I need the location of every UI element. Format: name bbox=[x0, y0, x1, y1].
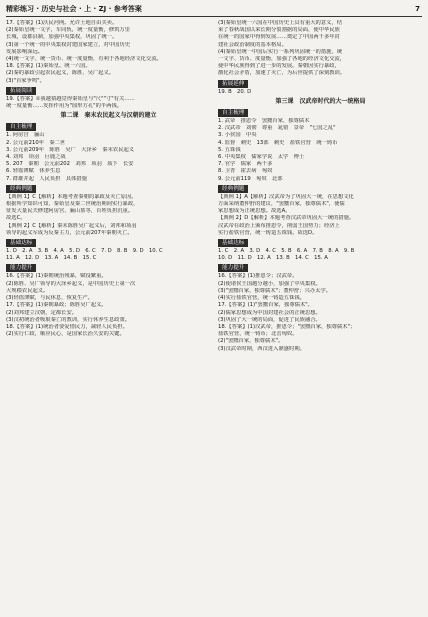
section-heading: 基础达标 bbox=[218, 239, 248, 247]
answer-line: 【典例 2】D【解析】本题考查汉武帝巩固大一统的措施。 bbox=[218, 215, 355, 222]
answer-line: (4)秦始皇统一中国后实行一系列巩固统一的措施，统 bbox=[218, 48, 343, 55]
answer-line: 9. 公元前119 匈奴 北部 bbox=[218, 175, 283, 182]
answer-line: 使中华民族得到了进一步的发展。秦朝因实行暴政， bbox=[218, 63, 340, 70]
answer-line: 【典例 2】C【解析】秦末陈胜吴广起义后，刘邦和项羽 bbox=[6, 222, 137, 229]
answer-line: 领导的起义军成为反秦主力，公元前207年秦朝灭亡。 bbox=[6, 229, 133, 236]
section-heading-row bbox=[218, 107, 423, 118]
answer-line: 2. 公元前210年 秦二世 bbox=[6, 139, 66, 146]
answer-line: 在统一的国家中得到发展……奠定了中国两千多年封 bbox=[218, 34, 340, 41]
section-heading-row bbox=[218, 183, 423, 194]
answer-line: 7. 群雄并起 人民负担 具体措施 bbox=[6, 175, 87, 182]
answer-line: 17.【答案】(1)秦朝暴政；陈胜吴广起义。 bbox=[6, 302, 107, 309]
answer-line: 17.【答案】(1)沃民河网。允许土地自由买卖。 bbox=[6, 20, 118, 26]
answer-line: 7. 官学 儒家 两千多 bbox=[218, 161, 273, 168]
section-heading: 能力提升 bbox=[6, 264, 36, 272]
answer-line: 【典例 1】A【解析】汉武帝为了巩固大一统，在思想文化 bbox=[218, 193, 354, 200]
answer-line: 4. 监督 刺史 13部 刺史 盐铁官营 统一铸币 bbox=[218, 139, 338, 146]
answer-line: (2)秦的暴政引起农民起义，陈胜、吴广起义。 bbox=[6, 70, 115, 77]
right-column bbox=[218, 20, 423, 353]
answer-line: 1. 阿房宫 骊山 bbox=[6, 132, 45, 139]
answer-line: 征发大量民夫修建阿房宫、骊山墓等，百姓负担沉重。 bbox=[6, 208, 134, 215]
answer-line: (3)轻徭薄赋，与民休息，恢复生产。 bbox=[6, 295, 93, 302]
section-heading: 自主梳理 bbox=[6, 123, 36, 131]
answer-line: 家思想成为正统思想。故选A。 bbox=[218, 208, 291, 215]
header-title: 精彩练习 · 历史与社会 · 上 · ZJ · 参考答案 bbox=[6, 5, 142, 13]
answer-line: (3)汉武帝时期，西汉进入鼎盛时期。 bbox=[218, 345, 305, 352]
chapter-title: 第二课 秦末农民起义与汉朝的建立 bbox=[60, 112, 157, 120]
answer-line: 11. A 12. D 13. A 14. B 15. C bbox=[6, 255, 97, 262]
answer-line: 大规模农民起义。 bbox=[6, 287, 49, 294]
answer-line: 故选C。 bbox=[6, 215, 26, 222]
section-heading-row bbox=[6, 121, 211, 132]
answer-line: 19. B 20. D bbox=[218, 88, 252, 95]
answer-line: 5. 五铢钱 bbox=[218, 146, 241, 153]
answer-line: 16.【答案】(1)推恩令；汉武帝。 bbox=[218, 273, 298, 280]
answer-line: 统一度量衡……发挥作用为"圆形方孔"的半两钱。 bbox=[6, 103, 123, 110]
answer-line: (2)秦始皇统一文字，车同轨，统一度量衡，修筑万里 bbox=[6, 27, 131, 34]
answer-line: (3)秦始皇统一六国在中国历史上具有重大的意义，结 bbox=[218, 20, 343, 26]
answer-line: 长城，设郡县制，加强中央集权，巩固了统一。 bbox=[6, 34, 118, 41]
answer-line: 【典例 1】C【解析】本题考查秦朝的暴政及灭亡原因。 bbox=[6, 193, 137, 200]
answer-line: 盐铁官营，统一铸币；北击匈奴。 bbox=[218, 331, 298, 338]
answer-line: 6. 中央集权 儒家学说 太学 博士 bbox=[218, 154, 305, 161]
answer-line: 19.【答案】①我越猜越觉得秦始皇与"尺""寸"有关…… bbox=[6, 95, 135, 102]
answer-line: 16.【答案】(1)秦朝统治残暴，赋役繁重。 bbox=[6, 273, 107, 280]
page-header bbox=[6, 2, 422, 17]
answer-line: 束了春秋战国以来长期分裂割据的局面，使中华民族 bbox=[218, 27, 340, 34]
section-heading-row bbox=[6, 85, 211, 96]
answer-line: (2)实行仁政，顺应民心，是国家长治久安的关键。 bbox=[6, 331, 125, 338]
page-number: 7 bbox=[415, 5, 420, 13]
answer-line: (3)第一个统一的中央集权封建国家建立，对中国历史 bbox=[6, 41, 131, 48]
section-heading: 拓展延伸 bbox=[218, 80, 248, 88]
section-heading-row bbox=[218, 262, 423, 273]
answer-line: 1. C 2. A 3. D 4. C 5. B 6. A 7. B 8. A 9. B bbox=[218, 248, 355, 255]
answer-line: 10. D 11. D 12. A 13. B 14. C 15. A bbox=[218, 255, 328, 262]
answer-line: 建社会政治制度的基本格局。 bbox=[218, 41, 287, 48]
answer-line: 3. 小侯国 中央 bbox=[218, 132, 257, 139]
section-heading-row bbox=[218, 237, 423, 248]
section-heading: 基础达标 bbox=[6, 239, 36, 247]
answer-line: 18.【答案】(1)统治者要爱惜民力，减轻人民负担。 bbox=[6, 323, 128, 330]
section-heading: 能力提升 bbox=[218, 264, 248, 272]
answer-line: 根据所学知识可知，秦始皇及秦二世统治期间实行暴政， bbox=[6, 201, 139, 208]
answer-line: 6. 轻徭薄赋 休养生息 bbox=[6, 168, 61, 175]
answer-line: 发展影响深远。 bbox=[6, 48, 44, 55]
answer-line: (2)陈胜、吴广领导的大泽乡起义，是中国历史上第一次 bbox=[6, 280, 136, 287]
section-heading-row bbox=[6, 262, 211, 273]
section-heading: 经典例题 bbox=[6, 185, 36, 193]
answer-line: 3. 公元前209年 陈胜 吴广 大泽乡 秦末农民起义 bbox=[6, 146, 135, 153]
answer-line: 4. 刘邦 项羽 巨鹿之战 bbox=[6, 154, 66, 161]
answer-line: 5. 207 秦朝 公元前202 刘邦 项羽 垓下 长安 bbox=[6, 161, 134, 168]
answer-line: (3)巩固了大一统的局面，促进了民族融合。 bbox=[218, 316, 321, 323]
answer-line: 一文字、货币、度量衡，加强了各地的经济文化交流， bbox=[218, 56, 346, 63]
answer-line: 18.【答案】(1)秦始皇。统一六国。 bbox=[6, 63, 91, 70]
answer-line: (2)儒家思想成为中国封建社会的正统思想。 bbox=[218, 309, 321, 316]
answer-line: (3)"百家争鸣"。 bbox=[6, 77, 45, 84]
answer-line: (2)"罢黜百家，独尊儒术"。 bbox=[218, 338, 284, 345]
answer-line: 1. D 2. A 3. B 4. A 5. D 6. C 7. D 8. B 9. D 10. C bbox=[6, 248, 163, 255]
answer-line: (4)实行盐铁官营，统一铸造五铢钱。 bbox=[218, 295, 305, 302]
answer-line: 实行盐铁官营，统一铸造五铢钱。故选D。 bbox=[218, 229, 318, 236]
chapter-title: 第三课 汉武帝时代的大一统格局 bbox=[275, 97, 366, 105]
section-heading-row bbox=[218, 78, 423, 89]
section-heading: 自主梳理 bbox=[218, 109, 248, 117]
section-heading: 拓展阅读 bbox=[6, 87, 36, 95]
answer-line: 17.【答案】(1)"罢黜百家，独尊儒术"。 bbox=[218, 302, 313, 309]
section-heading-row bbox=[6, 237, 211, 248]
left-column bbox=[6, 20, 211, 338]
answer-line: (4)统一文字、统一货币、统一度量衡，有利于各地经济文化交流。 bbox=[6, 56, 162, 63]
answer-line: 8. 卫青 霍去病 匈奴 bbox=[218, 168, 273, 175]
answer-line: 汉武帝在政治上颁布推恩令，削弱王国势力；经济上 bbox=[218, 222, 340, 229]
answer-line: 激化社会矛盾，加速了灭亡，为后世提供了深刻教训。 bbox=[218, 70, 346, 77]
section-heading: 经典例题 bbox=[218, 185, 248, 193]
answer-line: (2)刘邦建立汉朝，定都长安。 bbox=[6, 309, 78, 316]
answer-line: 1. 武帝 推恩令 罢黜百家，独尊儒术 bbox=[218, 118, 310, 125]
answer-line: (3)汉初统治者吸取秦亡的教训，实行休养生息政策。 bbox=[6, 316, 131, 323]
answer-line: (2)使诸侯王国越分越小，加强了中央集权。 bbox=[218, 280, 321, 287]
answer-line: (3)"罢黜百家，独尊儒术"；董仲舒；兴办太学。 bbox=[218, 287, 332, 294]
answer-line: 方面采纳董仲舒的建议，"罢黜百家，独尊儒术"，使儒 bbox=[218, 201, 345, 208]
section-heading-row bbox=[6, 183, 211, 194]
answer-line: 2. 汉武帝 刘彻 尊重 晁错 景帝 "七国之乱" bbox=[218, 125, 336, 132]
answer-line: 18.【答案】(1)汉武帝，推恩令；"罢黜百家，独尊儒术"； bbox=[218, 323, 356, 330]
